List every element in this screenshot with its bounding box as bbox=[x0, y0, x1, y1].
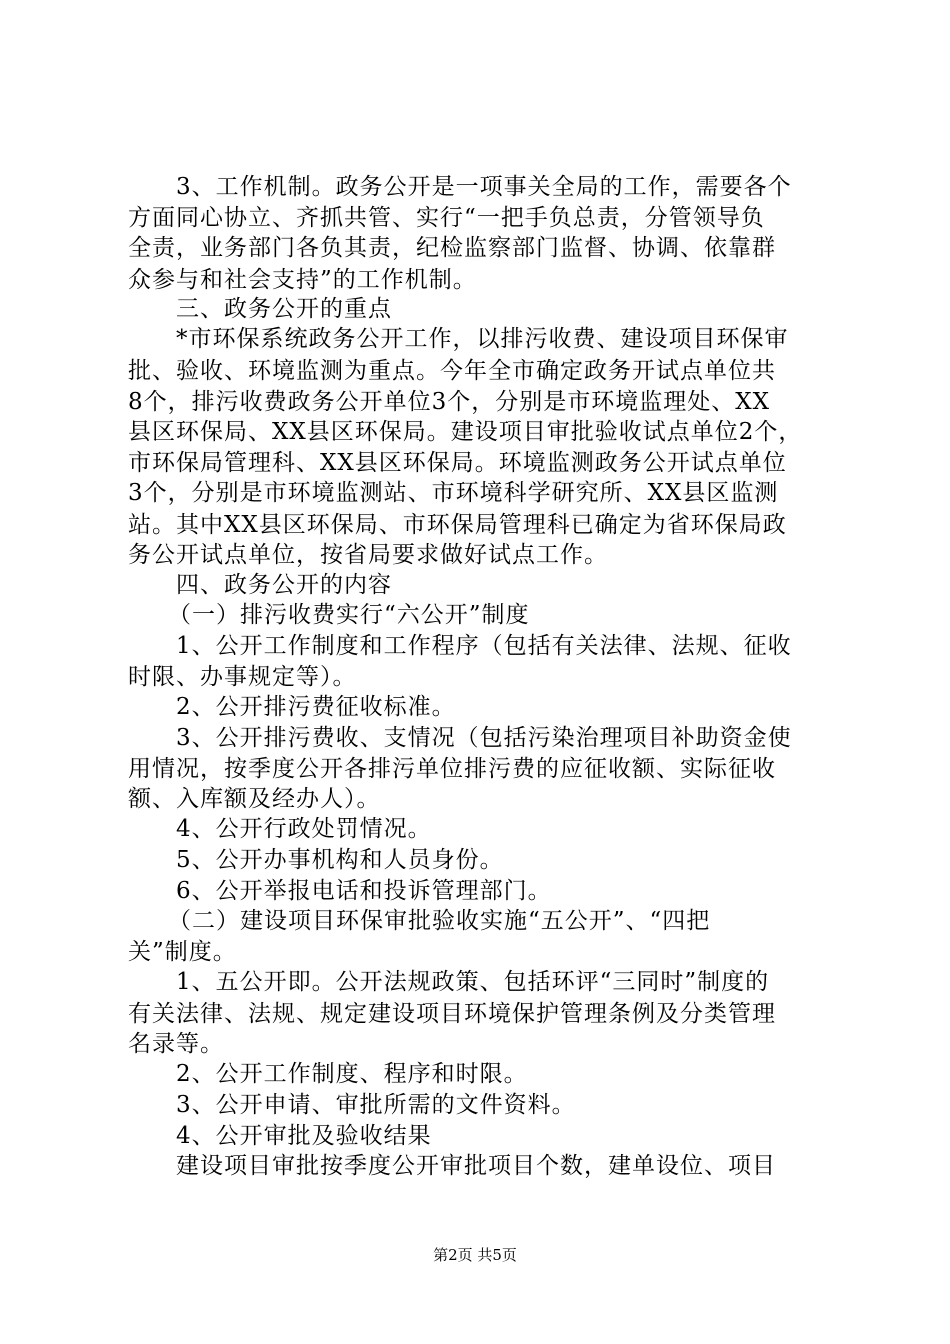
text-line: 8个，排污收费政务公开单位3个，分别是市环境监理处、XX bbox=[128, 389, 771, 415]
text-line: 批、验收、环境监测为重点。今年全市确定政务开试点单位共 bbox=[128, 358, 776, 384]
text-line: 名录等。 bbox=[128, 1031, 224, 1057]
text-line: 4、公开行政处罚情况。 bbox=[176, 816, 432, 842]
section-heading: 三、政务公开的重点 bbox=[176, 296, 392, 322]
text-line: 3个，分别是市环境监测站、市环境科学研究所、XX县区监测 bbox=[128, 480, 779, 506]
text-line: 关”制度。 bbox=[128, 939, 237, 965]
text-line: 建设项目审批按季度公开审批项目个数，建单设位、项目 bbox=[176, 1153, 776, 1179]
text-line: 6、公开举报电话和投诉管理部门。 bbox=[176, 878, 552, 904]
text-line: *市环保系统政务公开工作，以排污收费、建设项目环保审 bbox=[176, 326, 789, 352]
text-line: 2、公开排污费征收标准。 bbox=[176, 694, 456, 720]
text-line: 站。其中XX县区环保局、市环保局管理科已确定为省环保局政 bbox=[128, 512, 787, 538]
text-line: 1、公开工作制度和工作程序（包括有关法律、法规、征收 bbox=[176, 633, 792, 659]
text-line: 用情况，按季度公开各排污单位排污费的应征收额、实际征收 bbox=[128, 756, 776, 782]
section-heading: 四、政务公开的内容 bbox=[176, 572, 392, 598]
text-line: 3、工作机制。政务公开是一项事关全局的工作，需要各个 bbox=[176, 174, 792, 200]
text-line: 全责，业务部门各负其责，纪检监察部门监督、协调、依靠群 bbox=[128, 235, 776, 261]
text-line: 额、入库额及经办人）。 bbox=[128, 786, 381, 812]
text-line: 3、公开申请、审批所需的文件资料。 bbox=[176, 1092, 576, 1118]
text-line: 1、五公开即。公开法规政策、包括环评“三同时”制度的 bbox=[176, 969, 770, 995]
text-line: 市环保局管理科、XX县区环保局。环境监测政务公开试点单位 bbox=[128, 450, 787, 476]
text-line: 有关法律、法规、规定建设项目环境保护管理条例及分类管理 bbox=[128, 1001, 776, 1027]
text-line: 时限、办事规定等）。 bbox=[128, 664, 357, 690]
text-line: 众参与和社会支持”的工作机制。 bbox=[128, 267, 477, 293]
text-line: 县区环保局、XX县区环保局。建设项目审批验收试点单位2个， bbox=[128, 419, 803, 445]
subsection-heading: （一）排污收费实行“六公开”制度 bbox=[168, 602, 530, 628]
text-line: 4、公开审批及验收结果 bbox=[176, 1123, 432, 1149]
text-line: 务公开试点单位，按省局要求做好试点工作。 bbox=[128, 542, 608, 568]
text-line: 5、公开办事机构和人员身份。 bbox=[176, 847, 504, 873]
text-line: 3、公开排污费收、支情况（包括污染治理项目补助资金使 bbox=[176, 725, 792, 751]
text-line: 2、公开工作制度、程序和时限。 bbox=[176, 1061, 528, 1087]
text-line: 方面同心协立、齐抓共管、实行“一把手负总责，分管领导负 bbox=[128, 205, 765, 231]
page-number-footer: 第2页 共5页 bbox=[433, 1246, 517, 1264]
subsection-heading: （二）建设项目环保审批验收实施“五公开”、“四把 bbox=[168, 908, 711, 934]
